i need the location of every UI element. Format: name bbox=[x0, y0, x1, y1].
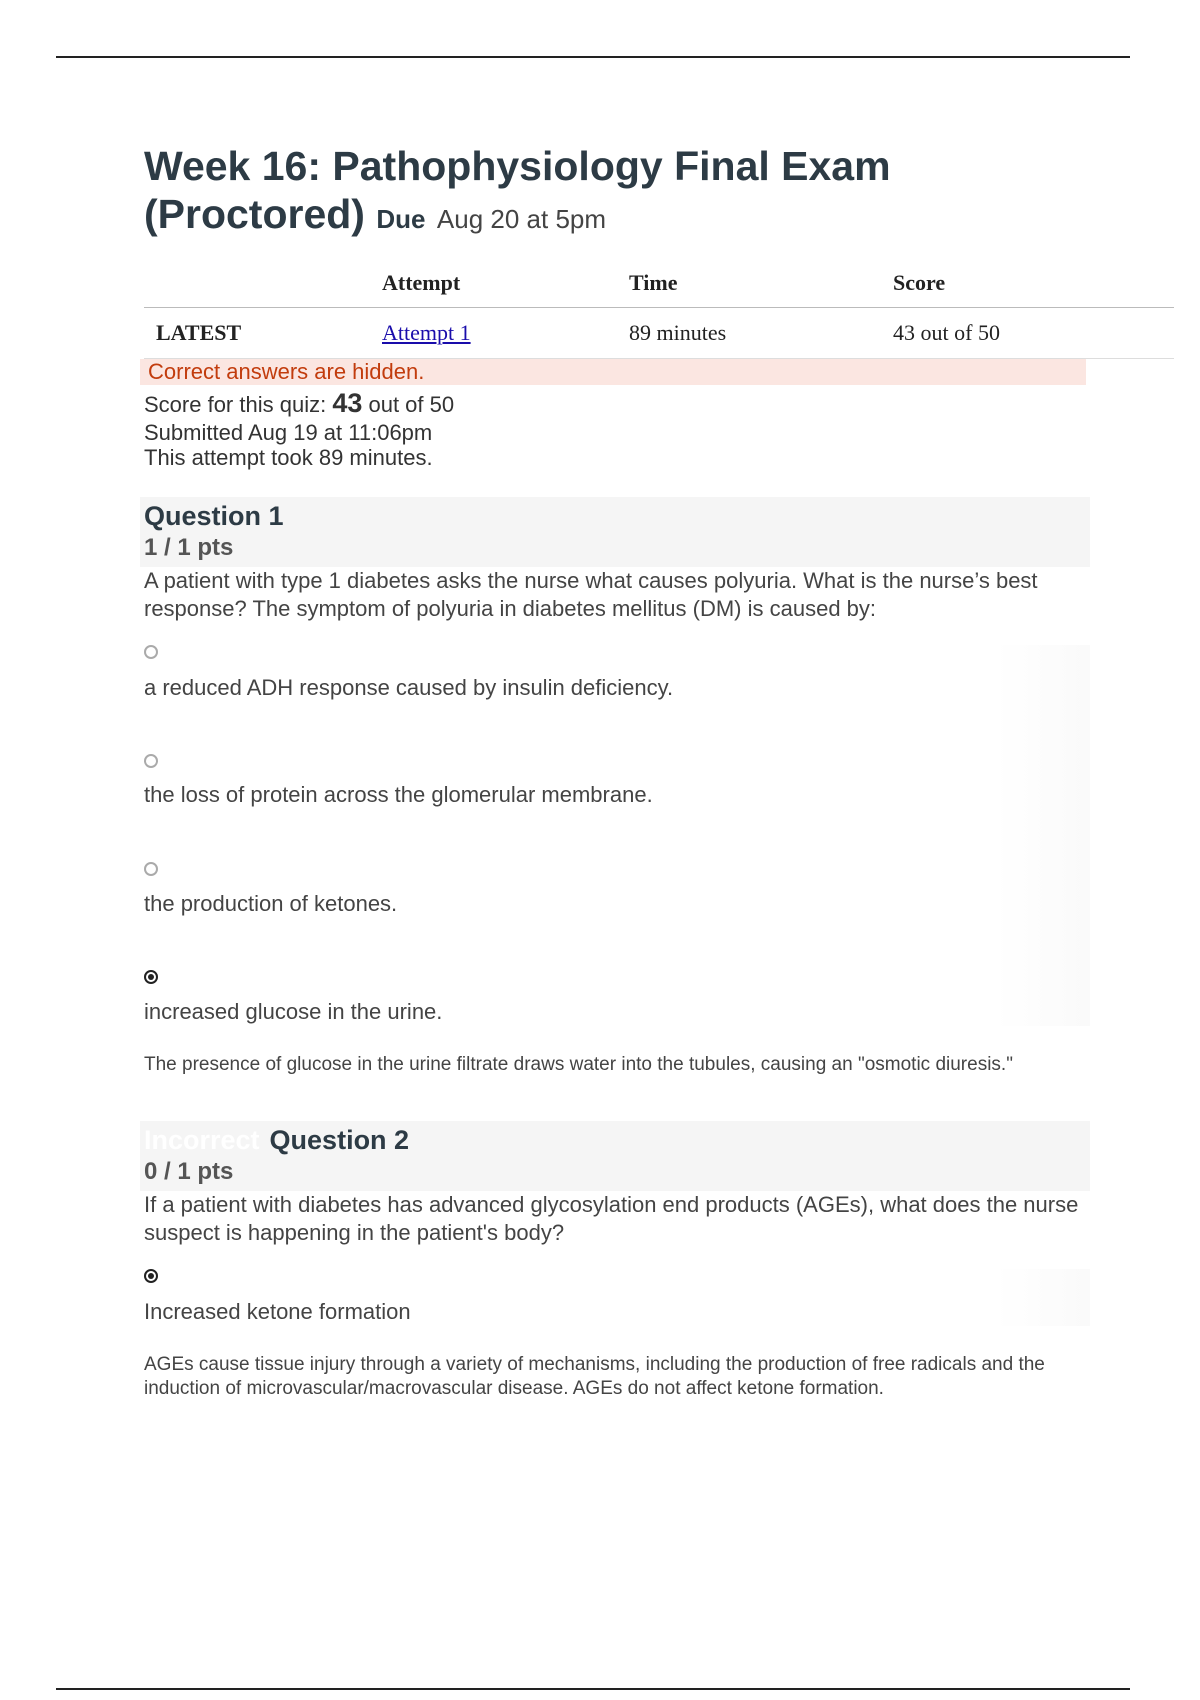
answer-text: a reduced ADH response caused by insulin deficiency. bbox=[144, 675, 674, 700]
page-title bbox=[144, 142, 1174, 243]
score-prefix: Score for this quiz: bbox=[144, 392, 327, 417]
title-line-2: (Proctored) bbox=[144, 191, 365, 237]
score-value: 43 bbox=[332, 388, 363, 418]
score-suffix: out of 50 bbox=[368, 392, 455, 417]
question-1 bbox=[144, 497, 1174, 1077]
question-points: 1 / 1 pts bbox=[144, 534, 234, 561]
question-header bbox=[140, 497, 1090, 567]
radio-button-selected-icon[interactable] bbox=[144, 1269, 158, 1283]
answer-option-selected bbox=[144, 970, 1090, 1026]
score-cell: 43 out of 50 bbox=[892, 308, 1174, 359]
submitted-line: Submitted Aug 19 at 11:06pm bbox=[144, 420, 433, 445]
answers-list bbox=[144, 1269, 1090, 1326]
answer-text: Increased ketone formation bbox=[144, 1299, 411, 1324]
question-2 bbox=[144, 1121, 1174, 1401]
due-date: Aug 20 at 5pm bbox=[436, 204, 607, 234]
column-header-attempt: Attempt bbox=[381, 259, 628, 308]
answers-hidden-notice: Correct answers are hidden. bbox=[140, 359, 1086, 385]
table-header-row bbox=[144, 259, 1174, 308]
due-label: Due bbox=[376, 204, 426, 234]
answer-option bbox=[144, 754, 1090, 809]
score-line bbox=[144, 389, 1174, 419]
radio-button-icon[interactable] bbox=[144, 862, 158, 876]
question-text: If a patient with diabetes has advanced glycosylation end products (AGEs), what does the nurse suspect is happening in the patient's body? bbox=[144, 1192, 1079, 1245]
answer-text: the production of ketones. bbox=[144, 891, 398, 916]
time-cell: 89 minutes bbox=[628, 308, 892, 359]
radio-button-icon[interactable] bbox=[144, 645, 158, 659]
attempt-cell bbox=[381, 308, 628, 359]
column-header-time: Time bbox=[628, 259, 892, 308]
radio-button-icon[interactable] bbox=[144, 754, 158, 768]
column-header-blank bbox=[144, 259, 381, 308]
latest-label: LATEST bbox=[144, 308, 381, 359]
question-points: 0 / 1 pts bbox=[144, 1158, 234, 1185]
title-line-1: Week 16: Pathophysiology Final Exam bbox=[144, 143, 891, 189]
quiz-summary bbox=[144, 389, 1174, 472]
table-row bbox=[144, 308, 1174, 359]
column-header-score: Score bbox=[892, 259, 1174, 308]
bottom-rule bbox=[56, 1688, 1130, 1690]
answer-text: the loss of protein across the glomerular membrane. bbox=[144, 782, 653, 807]
duration-line: This attempt took 89 minutes. bbox=[144, 445, 433, 470]
answer-text: increased glucose in the urine. bbox=[144, 999, 443, 1024]
question-header bbox=[140, 1121, 1090, 1191]
answer-option bbox=[144, 862, 1090, 918]
radio-button-selected-icon[interactable] bbox=[144, 970, 158, 984]
answer-comment: AGEs cause tissue injury through a variety of mechanisms, including the production of free radicals and the induction of microvascular/macrovascular disease. AGEs do not affect ketone formation. bbox=[144, 1354, 1045, 1399]
attempt-link[interactable]: Attempt 1 bbox=[382, 320, 471, 345]
question-title: Question 2 bbox=[269, 1125, 410, 1155]
question-title-line bbox=[144, 1123, 1090, 1157]
incorrect-badge: Incorrect bbox=[144, 1125, 260, 1155]
quiz-content bbox=[144, 142, 1174, 1401]
answer-comment: The presence of glucose in the urine filtrate draws water into the tubules, causing an "osmotic diuresis." bbox=[144, 1054, 1013, 1075]
answer-option-selected bbox=[144, 1269, 1090, 1326]
answer-option bbox=[144, 645, 1090, 702]
answers-list bbox=[144, 645, 1090, 1026]
question-title: Question 1 bbox=[144, 501, 284, 531]
top-rule bbox=[56, 56, 1130, 58]
attempt-history-table bbox=[144, 259, 1174, 359]
question-text: A patient with type 1 diabetes asks the nurse what causes polyuria. What is the nurse’s best response? The symptom of polyuria in diabetes mellitus (DM) is caused by: bbox=[144, 568, 1038, 621]
